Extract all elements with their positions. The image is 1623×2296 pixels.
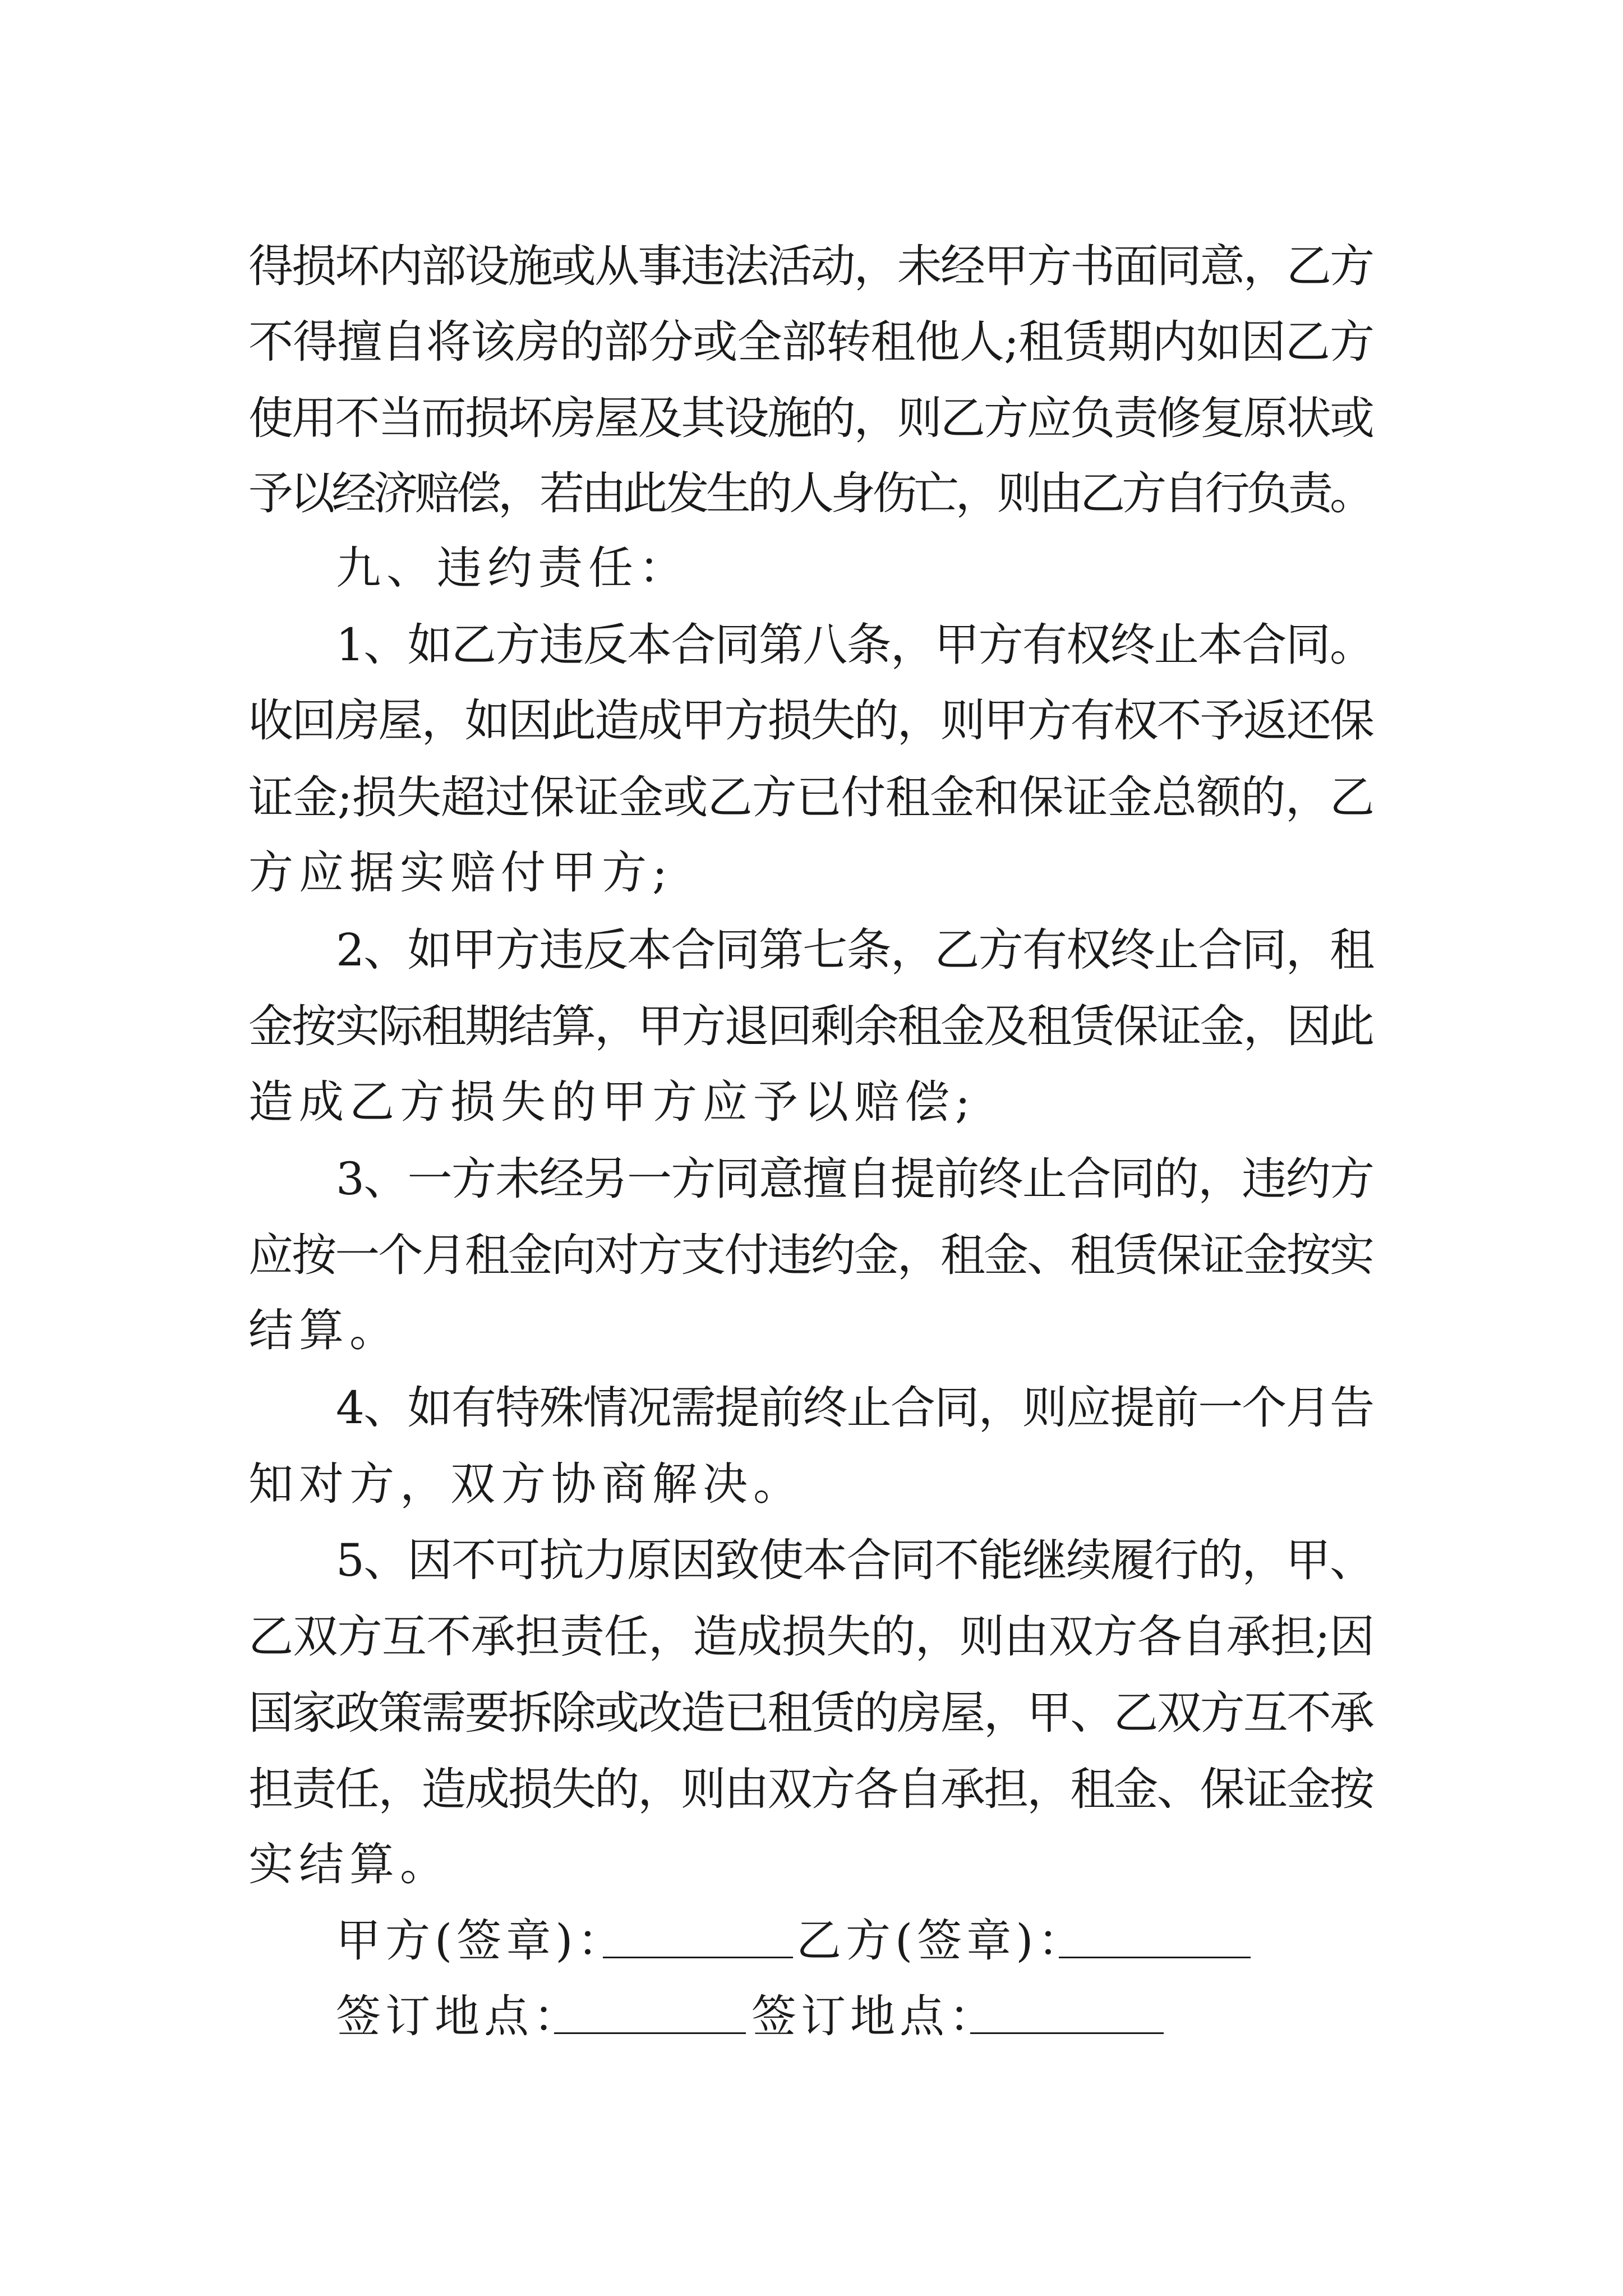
clause-2-line: 2、如甲方违反本合同第七条，乙方有权终止合同，租 xyxy=(336,924,1374,976)
clause-1-line: 方应据实赔付甲方; xyxy=(248,846,673,899)
body-text-line: 得损坏内部设施或从事违法活动，未经甲方书面同意，乙方 xyxy=(248,240,1373,292)
clause-2-line: 造成乙方损失的甲方应予以赔偿; xyxy=(248,1076,976,1128)
clause-5-line: 5、因不可抗力原因致使本合同不能继续履行的，甲、 xyxy=(336,1534,1374,1586)
section-heading: 九、违约责任： xyxy=(336,542,689,594)
clause-3-line: 3、一方未经另一方同意擅自提前终止合同的，违约方 xyxy=(336,1153,1374,1205)
clause-1-line: 证金;损失超过保证金或乙方已付租金和保证金总额的，乙 xyxy=(248,771,1375,823)
clause-1-line: 收回房屋，如因此造成甲方损失的，则甲方有权不予返还保 xyxy=(248,694,1373,747)
clause-3-line: 结算。 xyxy=(248,1304,400,1356)
clause-4-line: 4、如有特殊情况需提前终止合同，则应提前一个月告 xyxy=(336,1382,1374,1434)
party-a-signature-blank[interactable] xyxy=(603,1957,793,1958)
clause-3-line: 应按一个月租金向对方支付违约金，租金、租赁保证金按实 xyxy=(248,1229,1373,1281)
party-a-signature-label: 甲方(签章)： xyxy=(336,1915,627,1967)
clause-2-line: 金按实际租期结算，甲方退回剩余租金及租赁保证金，因此 xyxy=(248,1000,1373,1052)
body-text-line: 予以经济赔偿，若由此发生的人身伤亡，则由乙方自行负责。 xyxy=(248,467,1372,519)
clause-5-line: 担责任，造成损失的，则由双方各自承担，租金、保证金按 xyxy=(248,1763,1373,1815)
signing-place-b-blank[interactable] xyxy=(970,2032,1164,2034)
party-b-signature-label: 乙方(签章)： xyxy=(796,1915,1087,1967)
clause-4-line: 知对方，双方协商解决。 xyxy=(248,1458,804,1510)
signing-place-a-label: 签订地点： xyxy=(336,1990,583,2042)
clause-5-line: 实结算。 xyxy=(248,1838,450,1890)
clause-5-line: 国家政策需要拆除或改造已租赁的房屋，甲、乙双方互不承 xyxy=(248,1687,1373,1739)
body-text-line: 使用不当而损坏房屋及其设施的，则乙方应负责修复原状或 xyxy=(248,392,1373,444)
clause-5-line: 乙双方互不承担责任，造成损失的，则由双方各自承担;因 xyxy=(248,1611,1375,1663)
signing-place-b-label: 签订地点： xyxy=(751,1990,998,2042)
body-text-line: 不得擅自将该房的部分或全部转租他人;租赁期内如因乙方 xyxy=(248,316,1375,368)
signing-place-a-blank[interactable] xyxy=(554,2032,746,2034)
party-b-signature-blank[interactable] xyxy=(1059,1957,1251,1958)
clause-1-line: 1、如乙方违反本合同第八条，甲方有权终止本合同。 xyxy=(336,619,1374,671)
